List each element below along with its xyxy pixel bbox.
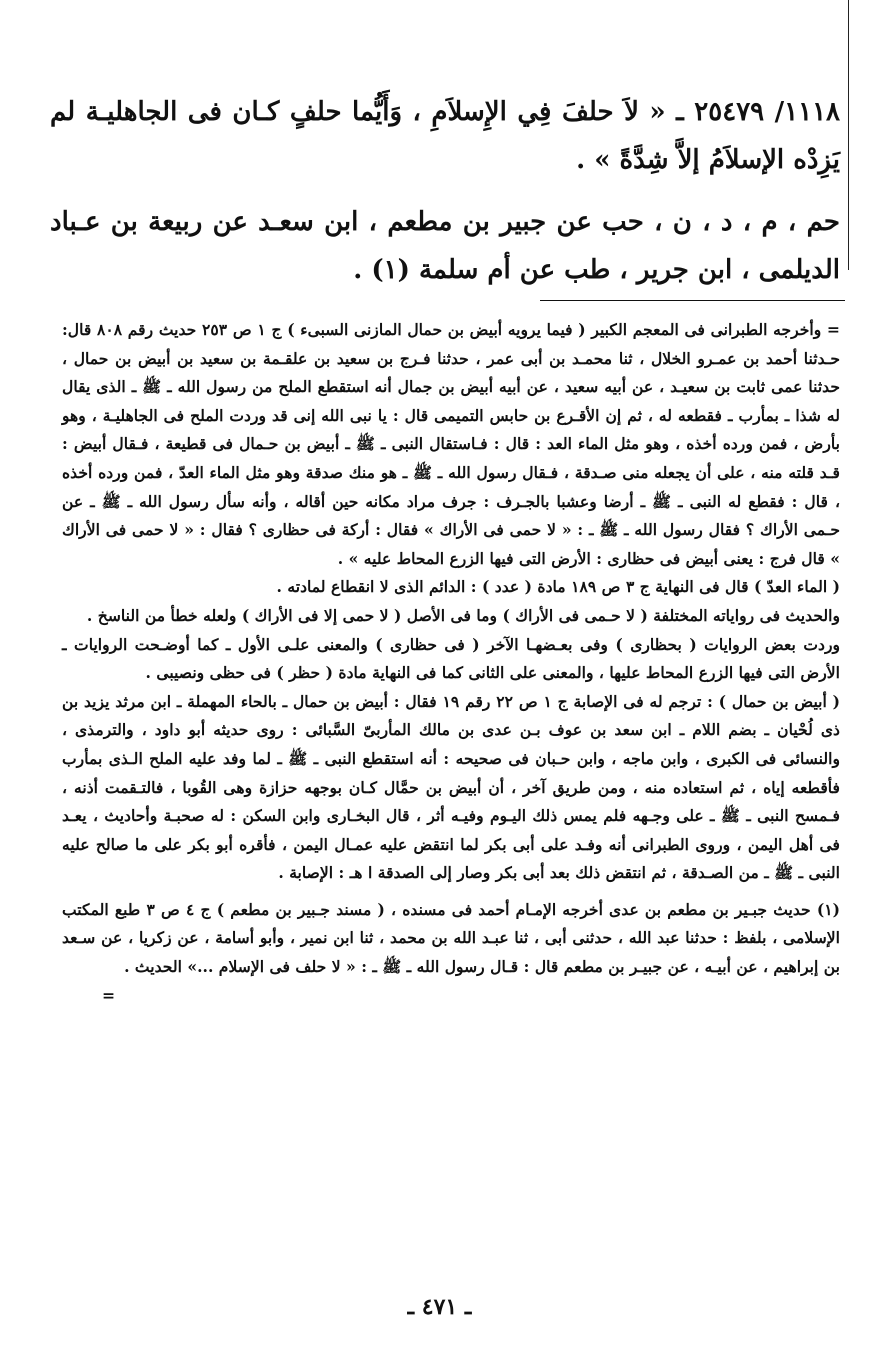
footnotes-block (62, 316, 840, 1010)
hadith-sources: حم ، م ، د ، ن ، حب عن جبير بن مطعم ، ابن سعـد عن ربيعة بن عـباد الديلمى ، ابن جرير ، طب عن أم سلمة (١) . (50, 207, 840, 285)
hadith-text: ١١١٨/ ٢٥٤٧٩ ـ « لاَ حلفَ فِي الإِسلاَمِ ، وَأَيُّما حلفٍ كـان فى الجاهليـة لم يَزِدْه الإسلاَمُ إلاَّ شِدَّةً » . (50, 97, 840, 175)
note-paragraph: ( أبيض بن حمال ) : ترجم له فى الإصابة ج ١ ص ٢٢ رقم ١٩ فقال : أبيض بن حمال ـ بالحاء المهملة ـ ابن مرثد يزيد بن ذى لُحْيان ـ بضم اللام ـ ابن سعد بن عوف بـن عدى بن مالك المأربىّ السَّبائى : روى حديثه أبو داود ، والترمذى ، والنسائى فى الكبرى ، وابن ماجه ، وابن حـبان فى صحيحه : أنه استقطع النبى ـ ﷺ ـ لما وفد عليه الملح الـذى بمأرب فأقطعه إياه ، ثم استعاده منه ، ومن طريق آخر ، أن أبيض بن حمَّال كـان بوجهه حزازة وهى القُوبا ، فالتـقمت أذنه ، فـمسح النبى ـ ﷺ ـ على وجـهه فلم يمس ذلك اليـوم وفيـه أثر ، قال البخـارى وابن السكن : له صحبـة وأحاديث ، يعـد فى أهل اليمن ، وروى الطبرانى أنه وفـد على أبى بكر لما انتقض عليه عمـال اليمن ، فأقره أبو بكر على ما صالح عليه النبى ـ ﷺ ـ من الصـدقة ، ثم انتقض ذلك بعد أبى بكر وصار إلى الصدقة ا هـ : الإصابة . (62, 691, 840, 883)
note-paragraph: وردت بعض الروايات ( بحظارى ) وفى بعـضهـا الآخر ( فى حظارى ) والمعنى علـى الأول ـ كما أوضـحت الروايات ـ الأرض التى فيها الزرع المحاط عليها ، والمعنى على الثانى كما فى النهاية مادة ( حظر ) فى حظى ونصيبى . (62, 634, 840, 683)
footnote-separator (540, 300, 845, 301)
note-paragraph: ( الماء العدّ ) قال فى النهاية ج ٣ ص ١٨٩ مادة ( عدد ) : الدائم الذى لا انقطاع لمادته . (276, 577, 840, 597)
page-number: ـ ٤٧١ ـ (407, 1294, 472, 1320)
footnote-1: (١) حديث جبـير بن مطعم بن عدى أخرجه الإمـام أحمد فى مسنده ، ( مسند جـبير بن مطعم ) ج ٤ ص ٣ طبع المكتب الإسلامى ، بلفظ : حدثنا عبد الله ، حدثنى أبى ، ثنا عبـد الله بن محمد ، ثنا ابن نمير ، وأبو أسامة ، عن زكريا ، عن سـعد بن إبراهيم ، عن أبيـه ، عن جبيـر بن مطعم قال : قـال رسول الله ـ ﷺ ـ : « لا حلف فى الإسلام ...» الحديث . (62, 899, 840, 977)
continuation-mark: = (102, 985, 116, 1005)
note-paragraph: = وأخرجه الطبرانى فى المعجم الكبير ( فيما يرويه أبيض بن حمال المازنى السبىء ) ج ١ ص ٢٥٣ حديث رقم ٨٠٨ قال: حـدثنا أحمد بن عمـرو الخلال ، ثنا محمـد بن أبى عمر ، حدثنا فـرج بن سعيد بن علقـمة بن سعيد بن أبيض بن حمال ، حدثنا عمى ثابت بن سعيـد ، عن أبيه سعيد ، عن أبيه أبيض بن جمال أنه استقطع الملح من رسول الله ـ ﷺ ـ الذى يقال له شذا ـ بمأرب ـ فقطعه له ، ثم إن الأقـرع بن حابس التميمى قال : يا نبى الله إنى قد وردت الملح فى الجاهليـة ، وهو بأرض ، فمن ورده أخذه ، وهو مثل الماء العد : قال : فـاستقال النبى ـ ﷺ ـ أبيض بن حـمال فى قطيعة ، فـقال أبيض : قـد قلته منه ، على أن يجعله منى صـدقة ، فـقال رسول الله ـ ﷺ ـ هو منك صدقة وهو مثل الماء العدّ ، فمن ورده أخذه ، قال : فقطع له النبى ـ ﷺ ـ أرضا وعشبا بالجـرف : جرف مراد مكانه حين أقاله ، وأنه سأل رسول الله ـ ﷺ ـ عن حـمى الأراك ؟ فقال رسول الله ـ ﷺ ـ : « لا حمى فى الأراك » فقال : أركة فى حظارى ؟ فقال : « لا حمى فى الأراك » قال فرج : يعنى أبيض فى حظارى : الأرض التى فيها الزرع المحاط عليه » . (62, 320, 840, 568)
hadith-block (50, 88, 840, 308)
page-edge-line (848, 0, 849, 270)
note-paragraph: والحديث فى رواياته المختلفة ( لا حـمى فى الأراك ) وما فى الأصل ( لا حمى إلا فى الأراك ) ولعله خطأ من الناسخ . (86, 605, 840, 625)
